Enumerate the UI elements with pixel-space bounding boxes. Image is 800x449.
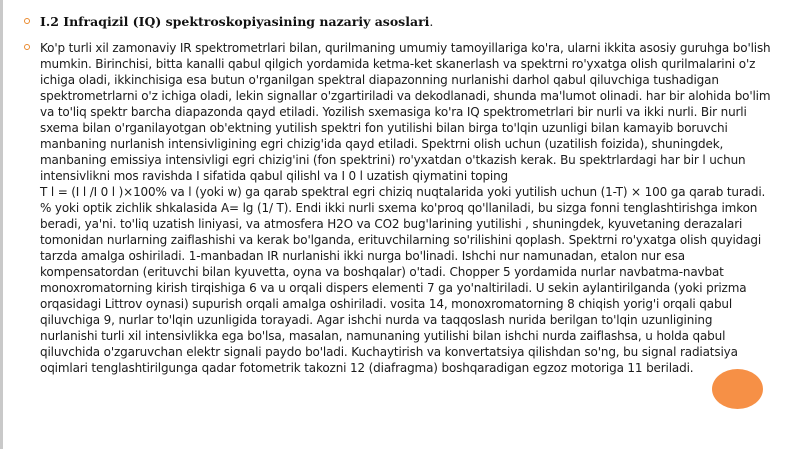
section-heading [40, 14, 772, 29]
slide-left-edge [0, 0, 3, 449]
body-text [40, 40, 772, 376]
paragraph-3: % yoki optik zichlik shkalasida A= lg (1/ T). Endi ikki nurli sxema ko'proq qo'llaniladi, bu sizga fonni tenglashtirishga imkon beradi, ya'ni. to'liq uzatish liniyasi, va atmosfera H2O va CO2 bug'larining yutilishi , shuningdek, kyuvetaning derazalari tomonidan nurlarning zaiflashishi va kerak bo'lganda, erituvchilarning so'rilishini qoplash. Spektrni ro'yxatga olish quyidagi tarzda amalga oshiriladi. 1-manbadan IR nurlanishi ikki nurga bo'linadi. Ishchi nur namunadan, etalon nur esa kompensatordan (erituvchi bilan kyuvetta, oyna va boshqalar) o'tadi. Chopper 5 yordamida nurlar navbatma-navbat monoxromatorning kirish tirqishiga 6 va u orqali dispers elementi 7 ga yo'naltiriladi. U sekin aylantirilganda (yoki prizma orqasidagi Littrov oynasi) supurish orqali amalga oshiriladi. vosita 14, monoxromatorning 8 chiqish yorig'i orqali qabul qiluvchiga 9, nurlar to'lqin uzunligida torayadi. Agar ishchi nurda va taqqoslash nurida berilgan to'lqin uzunligining nurlanishi turli xil intensivlikka ega bo'lsa, masalan, namunaning yutilishi bilan ishchi nurda zaiflashsa, u holda qabul qiluvchida o'zgaruvchan elektr signali paydo bo'ladi. Kuchaytirish va konvertatsiya qilishdan so'ng, bu signal radiatsiya oqimlari tenglashtirilgunga qadar fotometrik takozni 12 (diafragma) boshqaradigan egzoz motoriga 11 beriladi. [40, 201, 762, 375]
bullet-circle-icon [24, 18, 30, 24]
pointer-circle [712, 369, 763, 409]
section-heading-dot: . [429, 14, 434, 29]
paragraph-1: Ko'p turli xil zamonaviy IR spektrometrlari bilan, qurilmaning umumiy tamoyillariga ko'ra, ularni ikkita asosiy guruhga bo'lish mumkin. Birinchisi, bitta kanalli qabul qilgich yordamida ketma-ket skanerlash va spektrni ro'yxatga olish qurilmalarini o'z ichiga oladi, ikkinchisiga esa butun o'rganilgan spektral diapazonning nurlanishi darhol qabul qiluvchiga tushadigan spektrometrlarni o'z ichiga oladi, lekin signallar o'zgartiriladi va dekodlanadi, shunda ma'lumot olinadi. har bir alohida bo'lim va to'liq spektr barcha diapazonda qayd etiladi. Yozilish sxemasiga ko'ra IQ spektrometrlari bir nurli va ikki nurli. Bir nurli sxema bilan o'rganilayotgan ob'ektning yutilish spektri fon yutilishi bilan birga to'lqin uzunligi bilan kamayib boruvchi manbaning nurlanish intensivligining egri chizig'ida qayd etiladi. Spektrni olish uchun (uzatilish foizida), shuningdek, manbaning emissiya intensivligi egri chizig'ini (fon spektrini) ro'yxatdan o'tkazish kerak. Bu spektrlardagi har bir l uchun intensivlikni mos ravishda I sifatida qabul qilishl va I 0 l uzatish qiymatini toping [40, 41, 771, 183]
bullet-circle-icon [24, 44, 30, 50]
body-bullet-row [24, 40, 772, 376]
paragraph-2: T l = (I l /I 0 l )×100% va l (yoki w) ga qarab spektral egri chiziq nuqtalarida yoki yutilish uchun (1-T) × 100 ga qarab turadi. [40, 185, 766, 199]
section-heading-text: I.2 Infraqizil (IQ) spektroskopiyasining nazariy asoslari [40, 14, 430, 29]
slide-content [24, 14, 772, 376]
heading-bullet-row [24, 14, 772, 29]
